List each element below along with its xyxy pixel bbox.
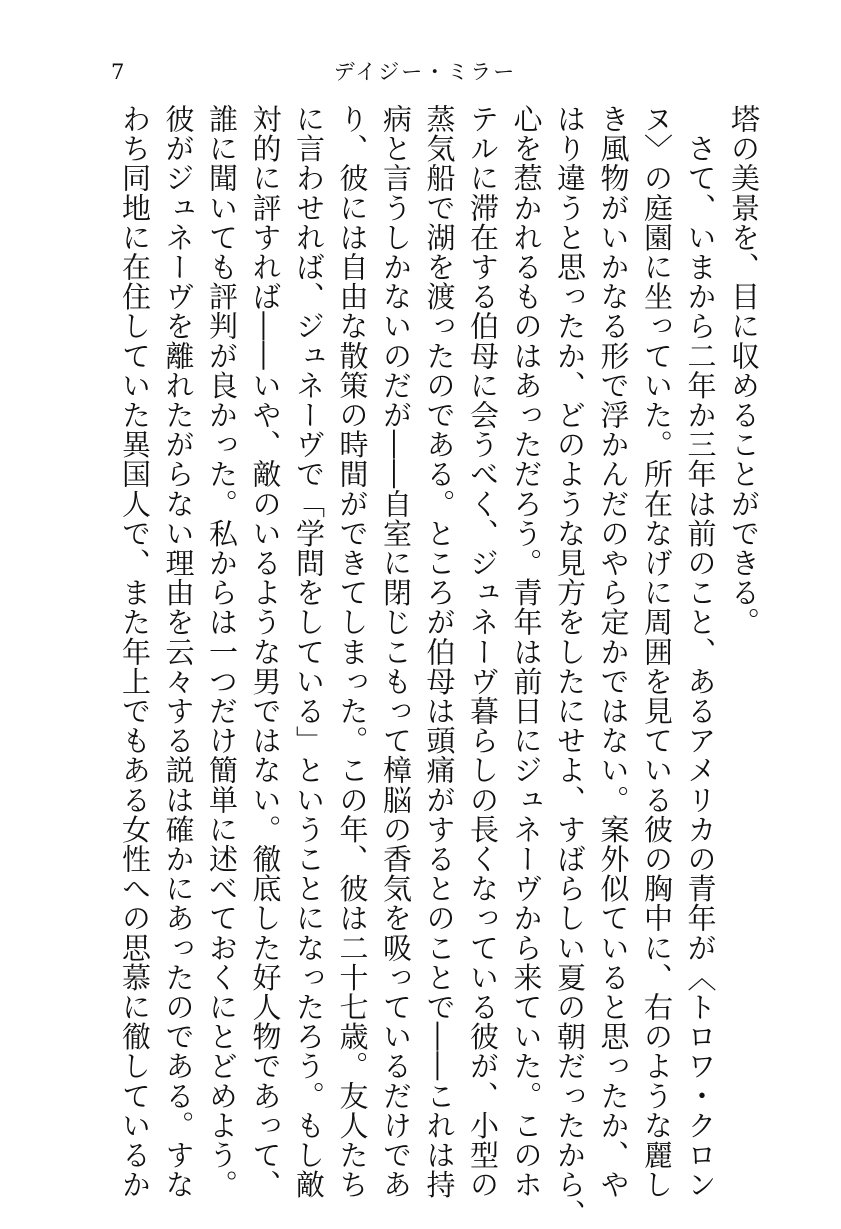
text-line: わち同地に在住していた異国人で、また年上でもある女性への思慕に徹しているか: [118, 104, 152, 1200]
text-line: はり違うと思ったか、どのような見方をしたにせよ、すばらしい夏の朝だったから、: [553, 104, 587, 1229]
text-line: 心を惹かれるものはあっただろう。青年は前日にジュネーヴから来ていた。このホ: [509, 104, 544, 1200]
text-line: り、彼には自由な散策の時間ができてしまった。この年、彼は二十七歳。友人たち: [335, 104, 370, 1200]
text-line: さて、いまから二年か三年は前のこと、あるアメリカの青年が〈トロワ・クロン: [683, 104, 718, 1200]
text-line: 病と言うしかないのだが――自室に閉じこもって樟脳の香気を吸っているだけであ: [379, 104, 413, 1200]
text-line: き風物がいかなる形で浮かんだのやら定かではない。案外似ていると思ったか、や: [596, 104, 631, 1200]
text-line: テルに滞在する伯母に会うべく、ジュネーヴ暮らしの長くなっている彼が、小型の: [466, 104, 500, 1200]
text-line: 彼がジュネーヴを離れたがらない理由を云々する説は確かにあったのである。すな: [161, 104, 196, 1200]
text-line: 誰に聞いても評判が良かった。私からは一つだけ簡単に述べておくにとどめよう。: [205, 104, 239, 1200]
text-line: ヌ〉の庭園に坐っていた。所在なげに周囲を見ている彼の胸中に、右のような麗し: [640, 104, 674, 1200]
text-line: 塔の美景を、目に収めることができる。: [727, 104, 761, 637]
text-line: に言わせれば、ジュネーヴで「学問をしている」ということになったろう。もし敵: [292, 104, 326, 1200]
running-title: デイジー・ミラー: [333, 60, 517, 84]
page-number: 7: [111, 60, 125, 84]
text-line: 蒸気船で湖を渡ったのである。ところが伯母は頭痛がするとのことで――これは持: [422, 104, 457, 1200]
text-line: 対的に評すれば――いや、敵のいるような男ではない。徹底した好人物であって、: [248, 104, 283, 1200]
body-text: [113, 104, 766, 1229]
